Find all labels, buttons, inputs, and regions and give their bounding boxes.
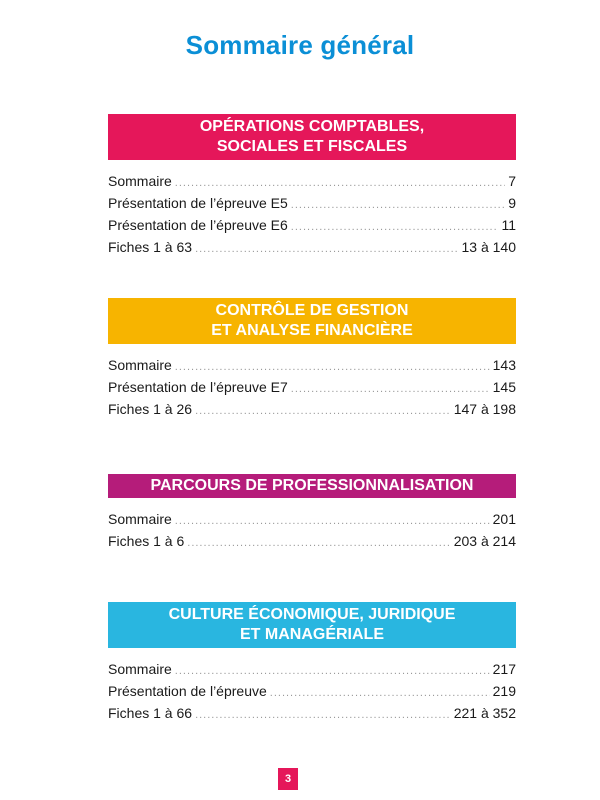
toc-list (108, 170, 516, 258)
toc-entry[interactable] (108, 354, 516, 376)
toc-entry-label: Sommaire (108, 511, 172, 527)
toc-list (108, 354, 516, 420)
section-heading-line: CONTRÔLE DE GESTION (215, 302, 409, 319)
section-heading (108, 602, 516, 648)
section-parcours-professionnalisation (108, 474, 516, 552)
section-heading-line: OPÉRATIONS COMPTABLES, (199, 118, 425, 135)
dot-leader (175, 172, 505, 194)
toc-entry[interactable] (108, 680, 516, 702)
toc-entry-page: 13 à 140 (461, 239, 516, 255)
dot-leader (187, 532, 450, 554)
toc-list (108, 508, 516, 552)
page-number: 3 (278, 768, 298, 790)
toc-entry-label: Sommaire (108, 357, 172, 373)
toc-entry-label: Fiches 1 à 26 (108, 401, 193, 417)
section-heading-line: ET MANAGÉRIALE (240, 626, 384, 643)
toc-entry-page: 143 (492, 357, 516, 373)
toc-entry[interactable] (108, 398, 516, 420)
dot-leader (175, 356, 490, 378)
toc-entry-page: 9 (508, 195, 516, 211)
section-heading (108, 298, 516, 344)
toc-entry-label: Sommaire (108, 661, 172, 677)
section-culture-economique (108, 602, 516, 724)
dot-leader (175, 510, 490, 532)
toc-entry-label: Fiches 1 à 6 (108, 533, 185, 549)
toc-entry[interactable] (108, 530, 516, 552)
dot-leader (195, 238, 458, 260)
section-controle-de-gestion (108, 298, 516, 420)
dot-leader (291, 216, 499, 238)
section-heading-line: PARCOURS DE PROFESSIONNALISATION (150, 477, 474, 494)
toc-entry-label: Sommaire (108, 173, 172, 189)
toc-entry-page: 221 à 352 (453, 705, 516, 721)
toc-entry-label: Fiches 1 à 63 (108, 239, 193, 255)
toc-entry[interactable] (108, 192, 516, 214)
dot-leader (195, 400, 451, 422)
toc-entry[interactable] (108, 702, 516, 724)
toc-entry[interactable] (108, 658, 516, 680)
section-heading (108, 114, 516, 160)
toc-list (108, 658, 516, 724)
toc-entry[interactable] (108, 376, 516, 398)
toc-entry-page: 7 (508, 173, 516, 189)
page-title: Sommaire général (185, 30, 415, 60)
toc-entry-label: Présentation de l’épreuve E7 (108, 379, 288, 395)
toc-entry-page: 145 (492, 379, 516, 395)
toc-entry[interactable] (108, 170, 516, 192)
toc-entry-label: Fiches 1 à 66 (108, 705, 193, 721)
section-heading-line: SOCIALES ET FISCALES (216, 138, 408, 155)
toc-entry-label: Présentation de l’épreuve E5 (108, 195, 288, 211)
section-operations-comptables (108, 114, 516, 258)
toc-entry-page: 147 à 198 (453, 401, 516, 417)
toc-entry-label: Présentation de l’épreuve E6 (108, 217, 288, 233)
dot-leader (175, 660, 490, 682)
toc-entry-page: 219 (492, 683, 516, 699)
dot-leader (195, 704, 451, 726)
section-heading-line: CULTURE ÉCONOMIQUE, JURIDIQUE (168, 606, 456, 623)
toc-entry[interactable] (108, 508, 516, 530)
toc-entry-page: 203 à 214 (453, 533, 516, 549)
toc-entry-page: 217 (492, 661, 516, 677)
toc-entry[interactable] (108, 214, 516, 236)
section-heading-line: ET ANALYSE FINANCIÈRE (211, 322, 413, 339)
dot-leader (291, 378, 490, 400)
dot-leader (270, 682, 490, 704)
toc-entry-page: 201 (492, 511, 516, 527)
dot-leader (291, 194, 505, 216)
section-heading (108, 474, 516, 498)
toc-entry-label: Présentation de l’épreuve (108, 683, 267, 699)
toc-entry-page: 11 (501, 217, 516, 233)
toc-entry[interactable] (108, 236, 516, 258)
